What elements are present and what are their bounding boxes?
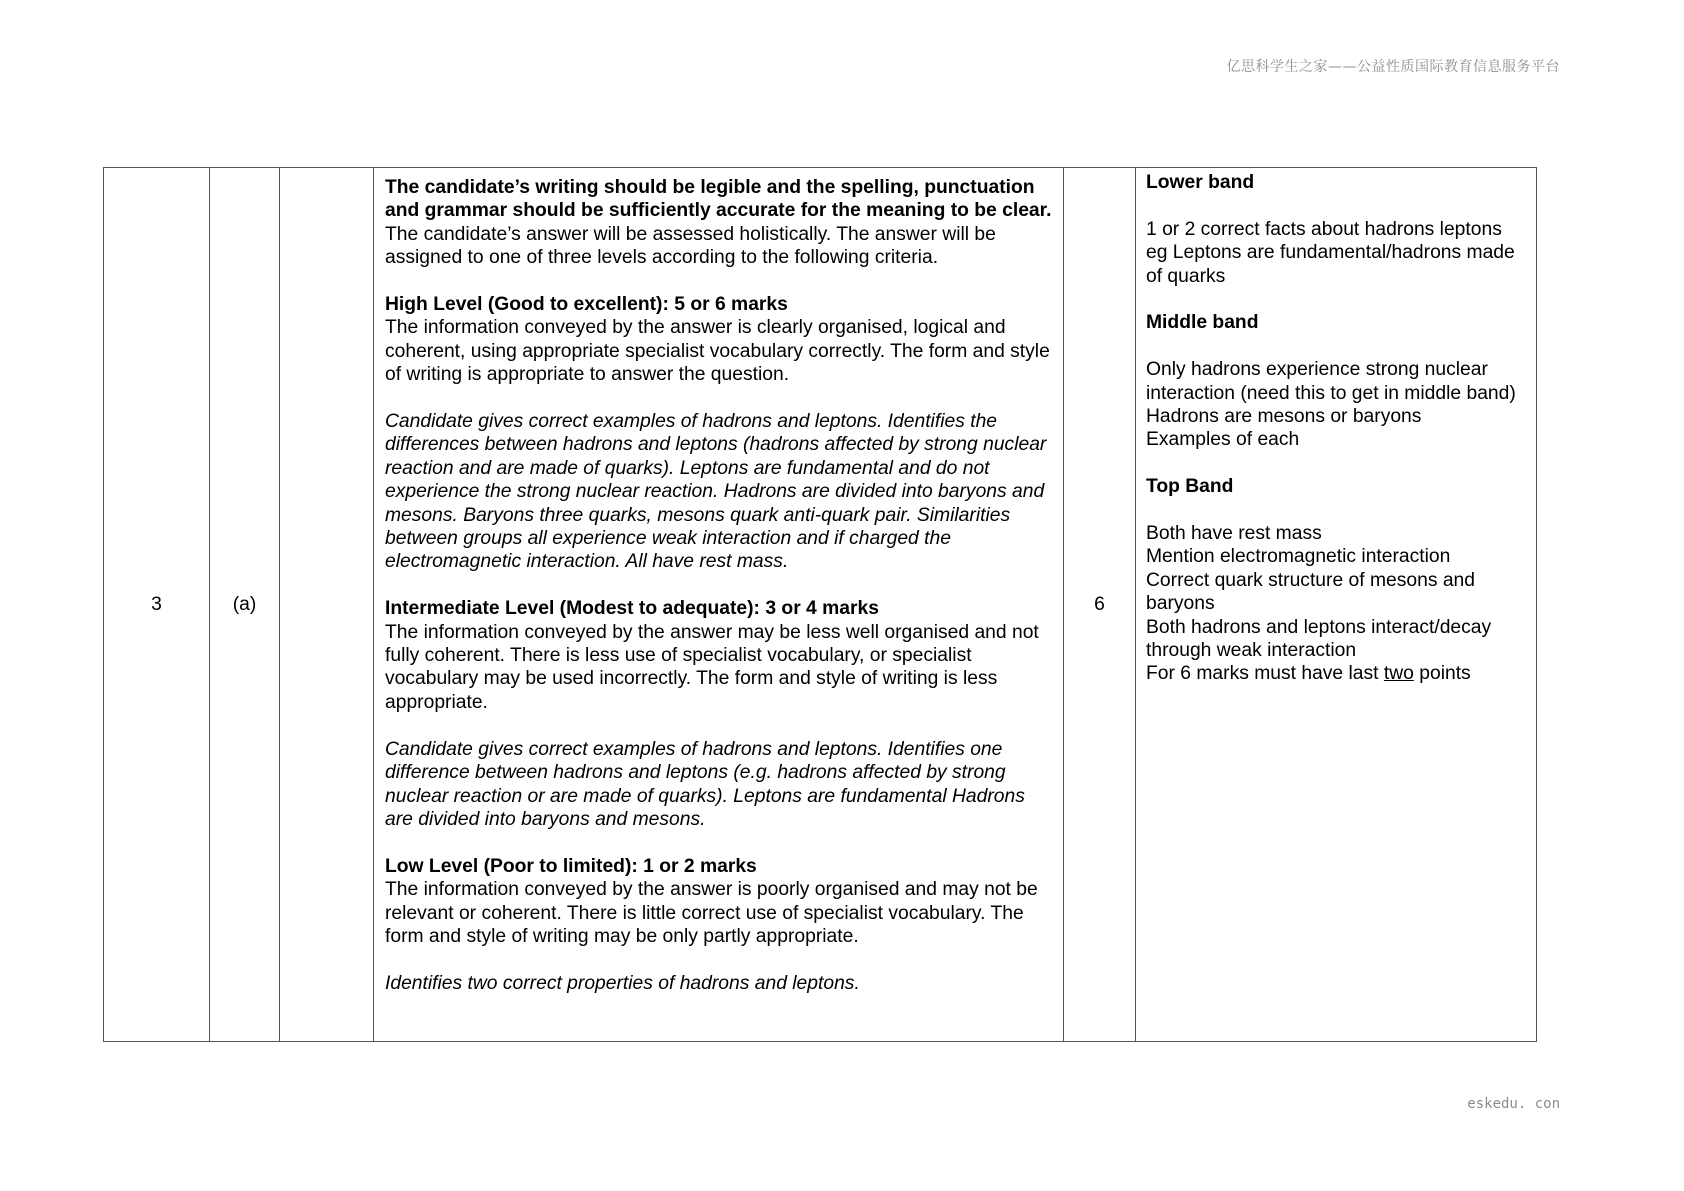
intermediate-level-example: Candidate gives correct examples of hadrons and leptons. Identifies one difference between hadrons and leptons (e.g. hadrons affected by strong nuclear reaction or are made of quarks). Leptons are fundamental Hadrons are divided into baryons and mesons. xyxy=(385,738,1025,830)
top-band-line: Mention electromagnetic interaction xyxy=(1146,546,1451,568)
middle-band-heading: Middle band xyxy=(1146,312,1259,334)
low-level-heading: Low Level (Poor to limited): 1 or 2 marks xyxy=(385,855,757,877)
top-band-line: Correct quark structure of mesons and baryons xyxy=(1146,569,1475,615)
footer-watermark-text: eskedu. con xyxy=(1467,1096,1560,1112)
header-watermark-text: 亿思科学生之家——公益性质国际教育信息服务平台 xyxy=(1226,59,1560,75)
low-level-text: The information conveyed by the answer is poorly organised and may not be relevant or coherent. There is little correct use of specialist vocabulary. The form and style of writing may be only partly appropriate. xyxy=(385,879,1038,947)
requirement-underlined-word: two xyxy=(1383,663,1414,685)
question-part-cell: (a) xyxy=(210,168,280,1042)
assessment-intro: The candidate’s answer will be assessed holistically. The answer will be assigned to one of three levels according to the following criteria. xyxy=(385,223,996,269)
middle-band-line: Examples of each xyxy=(1146,429,1300,451)
mark-scheme-table xyxy=(103,167,1537,1042)
high-level-heading: High Level (Good to excellent): 5 or 6 marks xyxy=(385,294,788,316)
lower-band-line: eg Leptons are fundamental/hadrons made of quarks xyxy=(1146,242,1515,287)
table-row xyxy=(104,168,1537,1042)
intermediate-level-text: The information conveyed by the answer may be less well organised and not fully coherent. There is less use of specialist vocabulary, or specialist vocabulary may be used incorrectly. The form and style of writing is less appropriate. xyxy=(385,621,1039,713)
lower-band-line: 1 or 2 correct facts about hadrons leptons xyxy=(1146,218,1502,240)
top-band-line: Both hadrons and leptons interact/decay through weak interaction xyxy=(1146,616,1492,662)
top-band-heading: Top Band xyxy=(1146,476,1234,498)
requirement-suffix: points xyxy=(1413,663,1471,685)
top-band-line: Both have rest mass xyxy=(1146,523,1322,545)
intermediate-level-heading: Intermediate Level (Modest to adequate): 3 or 4 marks xyxy=(385,598,879,620)
high-level-example: Candidate gives correct examples of hadrons and leptons. Identifies the differences between hadrons and leptons (hadrons affected by strong nuclear reaction and are made of quarks). Leptons are fundamental and do not experience the strong nuclear reaction. Hadrons are divided into baryons and mesons. Baryons three quarks, mesons quark anti-quark pair. Similarities between groups all experience weak interaction and if charged the electromagnetic interaction. All have rest mass. xyxy=(385,411,1047,573)
lower-band-heading: Lower band xyxy=(1146,172,1255,193)
middle-band-line: Only hadrons experience strong nuclear interaction (need this to get in middle band) xyxy=(1146,359,1516,404)
six-marks-requirement xyxy=(1146,662,1528,685)
low-level-example: Identifies two correct properties of hadrons and leptons. xyxy=(385,972,860,994)
high-level-text: The information conveyed by the answer is clearly organised, logical and coherent, using appropriate specialist vocabulary correctly. The form and style of writing is appropriate to answer the question. xyxy=(385,317,1050,386)
question-subpart-cell xyxy=(280,168,374,1042)
requirement-prefix: For 6 marks must have last xyxy=(1146,663,1384,685)
marking-guidance-cell xyxy=(374,168,1064,1042)
qwc-heading: The candidate’s writing should be legible and the spelling, punctuation and grammar should be sufficiently accurate for the meaning to be clear. xyxy=(385,177,1052,222)
examiner-notes-cell xyxy=(1136,168,1537,1042)
marks-cell: 6 xyxy=(1064,168,1136,1042)
middle-band-line: Hadrons are mesons or baryons xyxy=(1146,406,1422,428)
question-number-cell: 3 xyxy=(104,168,210,1042)
